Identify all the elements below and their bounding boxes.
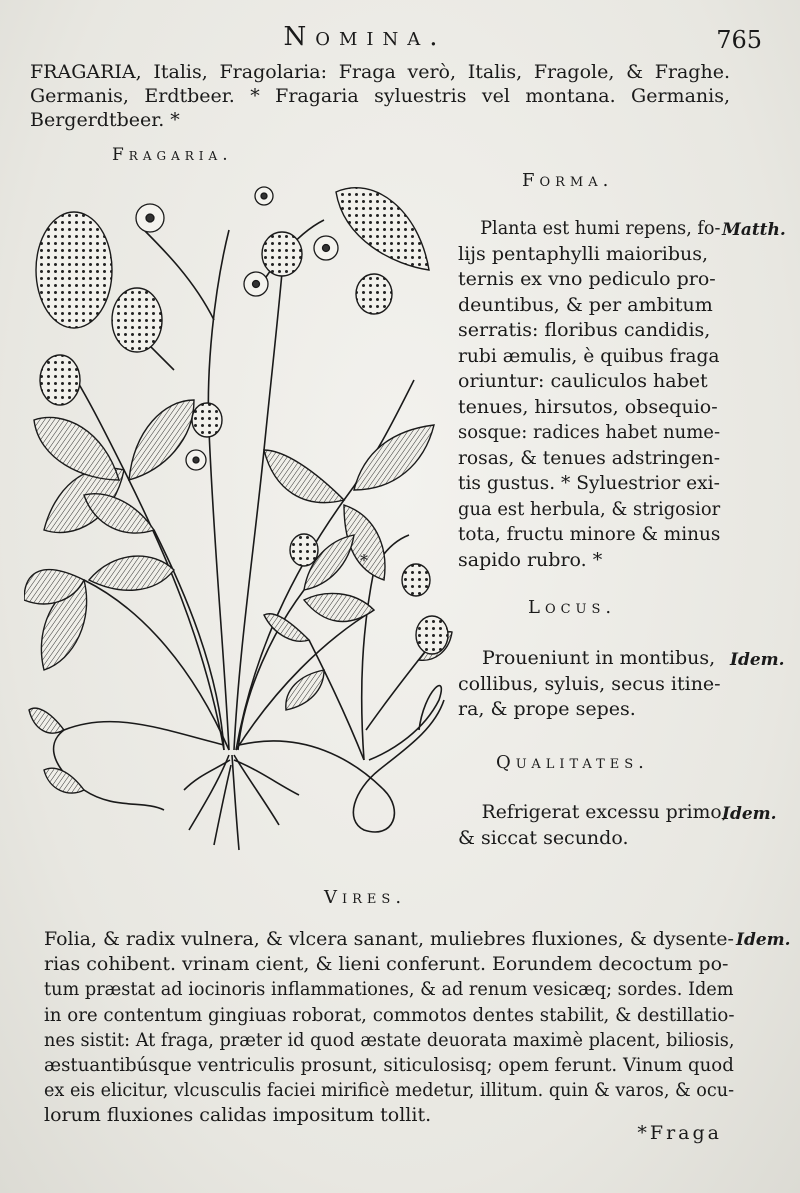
text-line: tis gustus. * Syluestrior exi-	[458, 472, 720, 494]
text-line: serratis: floribus candidis,	[458, 319, 711, 341]
text-line: ternis ex vno pediculo pro-	[458, 268, 716, 290]
text-line: Folia, & radix vulnera, & vlcera sanant, muliebres fluxiones, & dysente-	[44, 928, 734, 950]
strawberry-plant-illustration	[24, 170, 454, 860]
text-line: oriuntur: cauliculos habet	[458, 370, 708, 392]
text-line: in ore contentum gingiuas roborat, commotos dentes stabilit, & destillatio-	[44, 1003, 735, 1026]
text-line: tum præstat ad iocinoris inflammationes, & ad renum vesicæq; sordes. Idem	[44, 978, 734, 1001]
text-line: sosque: radices habet nume-	[458, 421, 721, 443]
plate-title: Fragaria.	[112, 145, 233, 165]
text-line: rubi æmulis, è quibus fraga	[458, 344, 720, 367]
page-title: Nomina.	[283, 22, 447, 52]
catchword: *Fraga	[637, 1122, 722, 1144]
text-line: Planta est humi repens, fo-	[480, 217, 721, 239]
qualitates-heading: Qualitates.	[496, 752, 649, 773]
margin-note-matth: Matth.	[722, 220, 786, 240]
text-line: nes sistit: At fraga, præter id quod æstate deuorata maximè placent, biliosis,	[44, 1028, 735, 1051]
svg-text:*: *	[360, 551, 368, 570]
vires-text	[44, 927, 734, 1129]
text-line: æstuantibúsque ventriculis prosunt, siticulosisq; opem ferunt. Vinum quod	[44, 1054, 734, 1077]
text-line: ex eis elicitur, vlcusculis faciei mirificè medetur, illitum. quin & varos, & ocu-	[44, 1079, 735, 1102]
margin-note-idem: Idem.	[730, 650, 785, 670]
locus-text	[458, 646, 728, 723]
text-line: rosas, & tenues adstringen-	[458, 446, 721, 469]
text-line: sapido rubro. *	[458, 548, 603, 571]
text-line: deuntibus, & per ambitum	[458, 293, 713, 316]
qualitates-text	[458, 800, 728, 851]
text-line: lorum fluxiones calidas impositum tollit.	[44, 1104, 432, 1127]
text-line: gua est herbula, & strigosior	[458, 497, 721, 520]
text-line: Proueniunt in montibus,	[482, 647, 716, 669]
locus-heading: Locus.	[528, 597, 617, 618]
text-line: tenues, hirsutos, obsequio-	[458, 395, 718, 418]
text-line: ra, & prope sepes.	[458, 698, 636, 720]
text-line: & siccat secundo.	[458, 826, 629, 849]
nomina-paragraph: FRAGARIA, Italis, Fragolaria: Fraga verò, Italis, Fragole, & Fraghe. Germanis, Erdtbeer. * Fragaria syluestris vel montana. Germanis, Bergerdtbeer. *	[30, 61, 730, 131]
text-line: Refrigerat excessu primo,	[481, 801, 728, 823]
margin-note-idem: Idem.	[736, 930, 791, 950]
forma-heading: Forma.	[522, 170, 614, 191]
text-line: collibus, syluis, secus itine-	[458, 672, 721, 695]
margin-note-idem: Idem.	[722, 804, 777, 824]
text-line: lijs pentaphylli maioribus,	[458, 242, 709, 265]
vires-heading: Vires.	[324, 887, 407, 908]
text-line: rias cohibent. vrinam cient, & lieni conferunt. Eorundem decoctum po-	[44, 953, 729, 976]
forma-text	[458, 216, 720, 573]
text-line: tota, fructu minore & minus	[458, 523, 721, 545]
page-number: 765	[716, 26, 762, 54]
